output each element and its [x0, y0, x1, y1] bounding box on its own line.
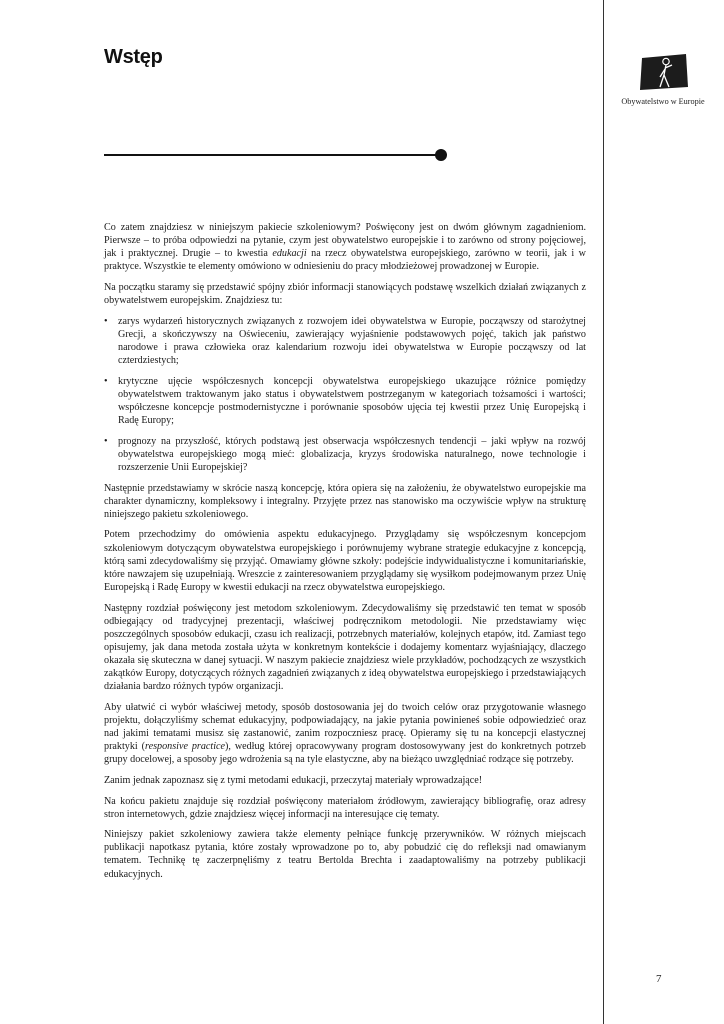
- list-item: • krytyczne ujęcie współczesnych koncepcji obywatelstwa europejskiego ukazujące różnice pomiędzy obywatelstwem traktowanym jako status i obywatelstwem postrzeganym w kategoriach tożsamości i wartości; współczesne koncepcje postmodernistyczne i porównanie sposobów ujęcia tej kwestii przez Unię Europejską i Radę Europy;: [104, 375, 586, 427]
- paragraph: Na końcu pakietu znajduje się rozdział poświęcony materiałom źródłowym, zawierający bibliografię, oraz adresy stron internetowych, gdzie znajdziesz więcej informacji na interesujące cię tematy.: [104, 795, 586, 820]
- series-label: Obywatelstwo w Europie: [621, 97, 705, 106]
- paragraph: Niniejszy pakiet szkoleniowy zawiera także elementy pełniące funkcję przerywników. W różnych miejscach publikacji napotkasz pytania, które zostały wprowadzone po to, aby pobudzić cię do refleksji nad omawianym tematem. Technikę tę zaczerpnęliśmy z teatru Bertolda Brechta i zaadaptowaliśmy na potrzeby publikacji edukacyjnych.: [104, 829, 586, 880]
- title-divider-dot: [435, 149, 447, 161]
- page-number: 7: [656, 973, 662, 985]
- page-title: Wstęp: [104, 46, 163, 68]
- paragraph: Następnie przedstawiamy w skrócie naszą koncepcję, która opiera się na założeniu, że obywatelstwo europejskie ma charakter dynamiczny, kompleksowy i integralny. Przyjęte przez nas stanowisko ma oczywiście wpływ na strukturę niniejszego pakietu szkoleniowego.: [104, 482, 586, 520]
- margin-divider: [603, 0, 604, 1024]
- title-divider-line: [104, 154, 438, 156]
- citizenship-figure-flag-icon: [639, 53, 689, 91]
- body-text: [104, 221, 586, 888]
- list-item: • zarys wydarzeń historycznych związanych z rozwojem idei obywatelstwa w Europie, począwszy od starożytnej Grecji, a skończywszy na Oświeceniu, zawierający wyjaśnienie podstawowych pojęć, takich jak państwo narodowe i prawa człowieka oraz kalendarium rozwoju idei obywatelstwa w Europie począwszy od lat czterdziestych;: [104, 315, 586, 367]
- list-item: • prognozy na przyszłość, których podstawą jest obserwacja współczesnych tendencji – jaki wpływ na rozwój obywatelstwa europejskiego mogą mieć: globalizacja, kryzys środowiska naturalnego, nowe technologie i rozszerzenie Unii Europejskiej?: [104, 435, 586, 474]
- paragraph: Co zatem znajdziesz w niniejszym pakiecie szkoleniowym? Poświęcony jest on dwóm głównym zagadnieniom. Pierwsze – to próba odpowiedzi na pytanie, czym jest obywatelstwo europejskie i to zarówno od strony pojęciowej, jak i praktycznej. Drugie – to kwestia edukacji na rzecz obywatelstwa europejskiego, zarówno w teorii, jak i w praktyce. Wszystkie te elementy omówiono w odniesieniu do pracy młodzieżowej prowadzonej w Europie.: [104, 222, 586, 273]
- paragraph: Następny rozdział poświęcony jest metodom szkoleniowym. Zdecydowaliśmy się przedstawić ten temat w sposób odbiegający od tradycyjnej prezentacji, właściwej podręcznikom metodologii. Nie przedstawiamy więc poszczególnych sposobów edukacji, czasu ich realizacji, potrzebnych materiałów, kolejnych etapów, itd. Zamiast tego opisujemy, jak dana metoda została użyta w konkretnym kontekście i dodajemy komentarz wyjaśniający, dlaczego okazała się skuteczna w danej sytuacji. W naszym pakiecie znajdziesz wiele przykładów, pochodzących ze wszystkich zakątków Europy, dotyczących różnych zagadnień związanych z ideą obywatelstwa europejskiego i przedstawiających działania bardzo różnych typów organizacji.: [104, 602, 586, 693]
- paragraph: Zanim jednak zapoznasz się z tymi metodami edukacji, przeczytaj materiały wprowadzające!: [104, 774, 483, 786]
- paragraph: Aby ułatwić ci wybór właściwej metody, sposób dostosowania jej do twoich celów oraz przygotowanie własnego projektu, dołączyliśmy schemat edukacyjny, podpowiadający, na jakie pytania powinieneś sobie odpowiedzieć oraz nad jakimi tematami musisz się zastanowić, zanim rozpoczniesz pracę. Opieramy się tu na koncepcji elastycznej praktyki (responsive practice), według której opracowywany program dostosowywany jest do konkretnych potrzeb grupy docelowej, a sposoby jego wdrożenia są na tyle elastyczne, aby na bieżąco uwzględniać rodzące się potrzeby.: [104, 701, 586, 766]
- paragraph: Potem przechodzimy do omówienia aspektu edukacyjnego. Przyglądamy się współczesnym koncepcjom szkoleniowym dotyczącym obywatelstwa europejskiego i porównujemy wybrane strategie edukacyjne z koncepcją, którą sami zdecydowaliśmy się przyjąć. Omawiamy główne szkoły: podejście indywidualistyczne i komunitariańskie, które nawzajem się uzupełniają. Wreszcie z zainteresowaniem przyglądamy się wysiłkom podejmowanym przez Unię Europejską i Radę Europy w kwestii edukacji na rzecz obywatelstwa europejskiego.: [104, 529, 586, 593]
- bullet-list: [104, 315, 586, 474]
- paragraph: Na początku staramy się przedstawić spójny zbiór informacji stanowiących podstawę wszelkich działań związanych z obywatelstwem europejskim. Znajdziesz tu:: [104, 281, 586, 307]
